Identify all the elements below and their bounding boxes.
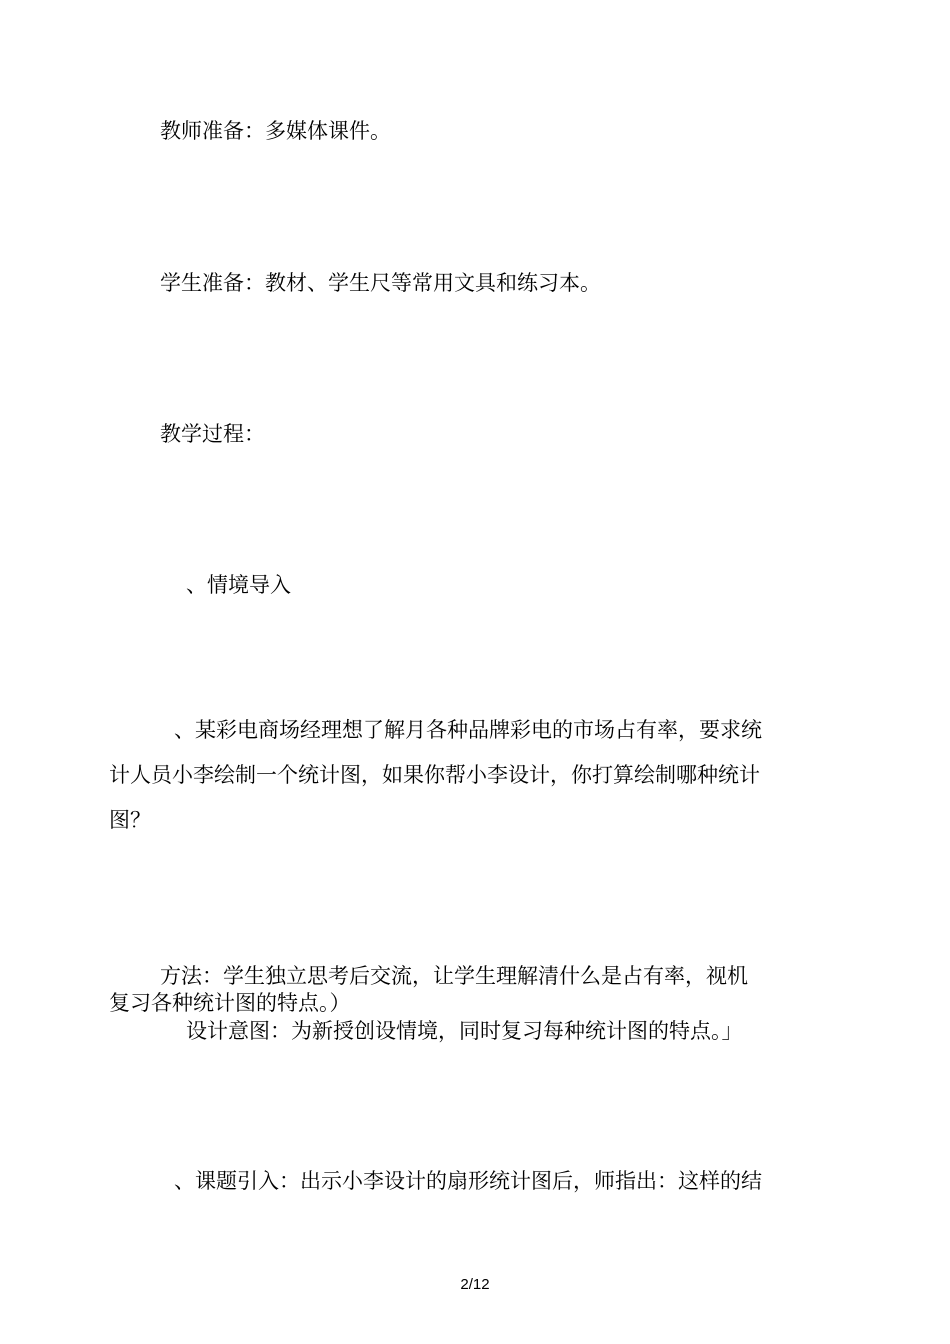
method-line: 复习各种统计图的特点。） (109, 991, 351, 1015)
paragraph-line: 图？ (109, 808, 151, 832)
method-line: 方法：学生独立思考后交流，让学生理解清什么是占有率，视机 (160, 964, 748, 988)
student-prep-line: 学生准备：教材、学生尺等常用文具和练习本。 (160, 271, 601, 295)
paragraph-line: 、课题引入：出示小李设计的扇形统计图后，师指出：这样的结 (174, 1169, 762, 1193)
process-heading: 教学过程： (160, 422, 265, 446)
teacher-prep-line: 教师准备：多媒体课件。 (160, 119, 391, 143)
section-heading-situation-intro: 、情境导入 (186, 573, 291, 597)
paragraph-line: 计人员小李绘制一个统计图，如果你帮小李设计，你打算绘制哪种统计 (109, 763, 760, 787)
page-number: 2/12 (460, 1276, 490, 1293)
design-intent-line: 设计意图：为新授创设情境，同时复习每种统计图的特点。」 (186, 1019, 743, 1043)
paragraph-line: 、某彩电商场经理想了解月各种品牌彩电的市场占有率，要求统 (174, 718, 762, 742)
